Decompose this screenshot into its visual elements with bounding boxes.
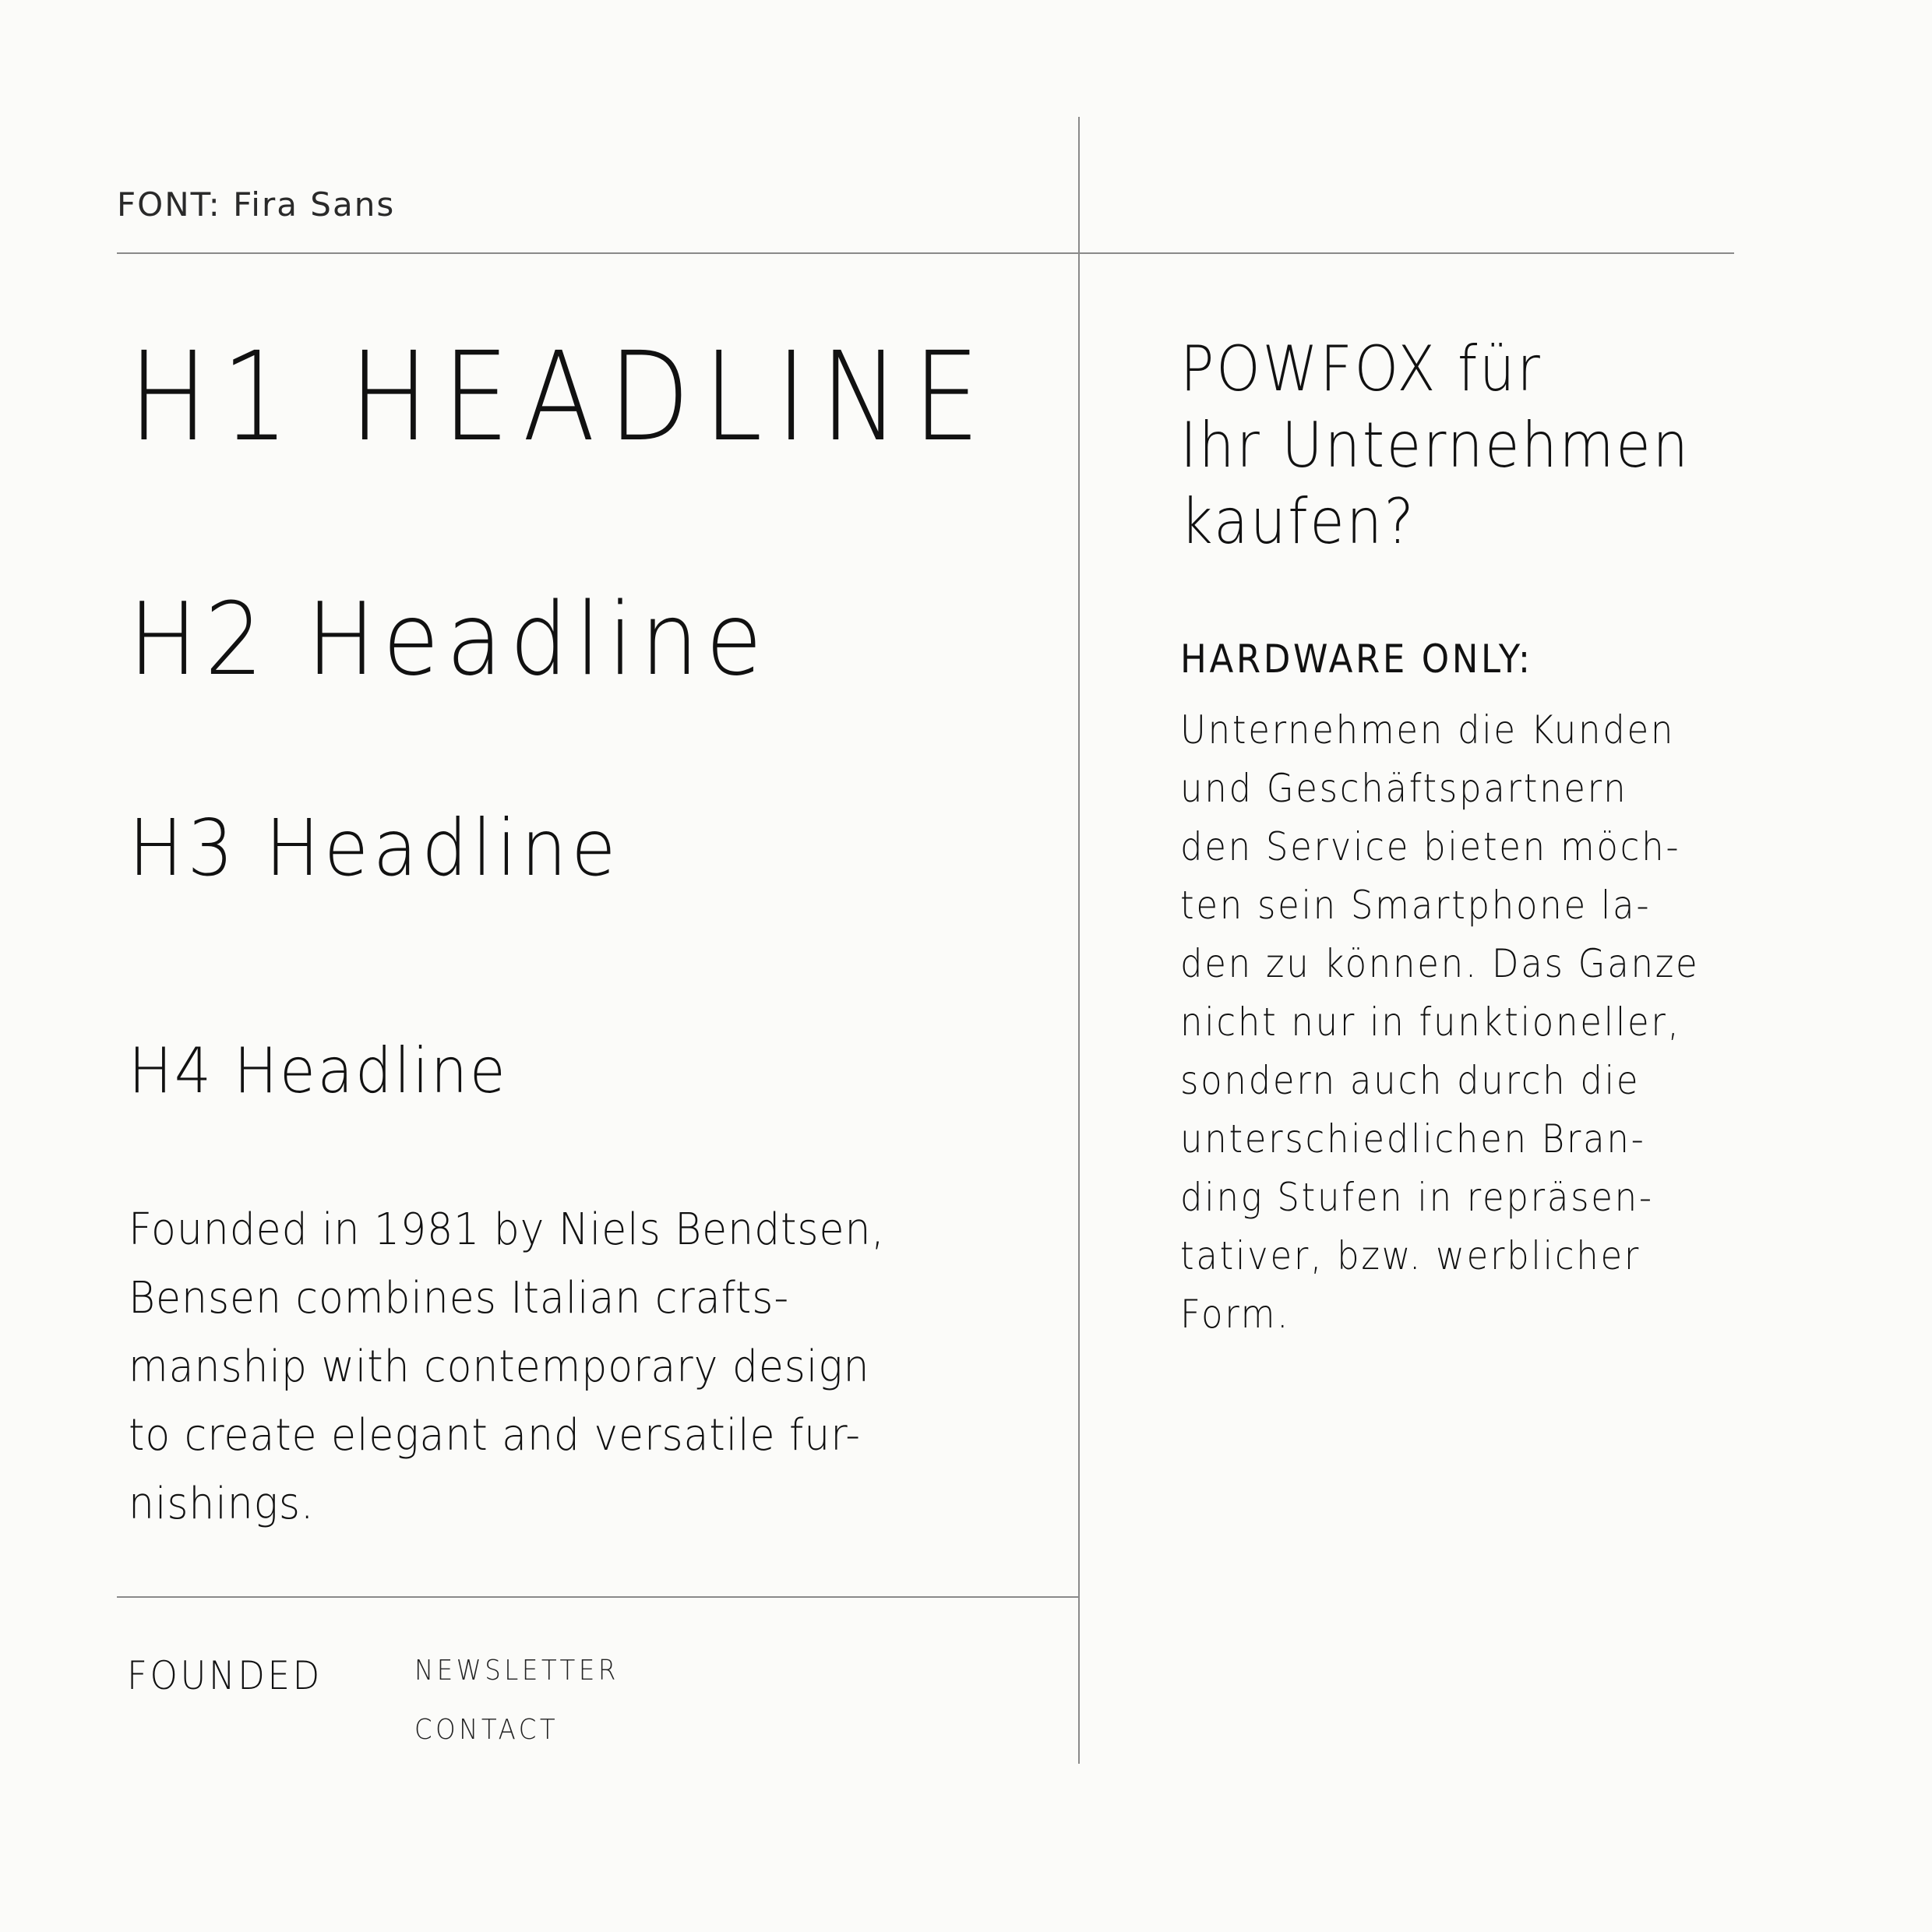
body-line: sondern auch durch die — [1180, 1058, 1641, 1103]
body-line: Bensen combines Italian crafts- — [129, 1273, 790, 1324]
font-label: FONT: Fira Sans — [117, 185, 396, 224]
body-line: tativer, bzw. werblicher — [1180, 1233, 1641, 1278]
h4-sample: H4 Headline — [129, 1035, 508, 1107]
body-line: ten sein Smartphone la- — [1180, 883, 1652, 928]
body-line: und Geschäftspartnern — [1180, 766, 1628, 811]
title-line: Ihr Unternehmen — [1180, 409, 1690, 481]
footer-divider — [117, 1596, 1080, 1598]
body-line: den Service bieten möch- — [1180, 824, 1681, 869]
body-line: Founded in 1981 by Niels Bendtsen, — [129, 1204, 885, 1255]
newsletter-link[interactable]: NEWSLETTER — [414, 1655, 619, 1687]
header-divider — [117, 252, 1734, 254]
body-line: Unternehmen die Kunden — [1180, 707, 1676, 753]
h2-sample: H2 Headline — [129, 582, 770, 698]
title-line: POWFOX für — [1180, 333, 1542, 405]
body-line: unterschiedlichen Bran- — [1180, 1116, 1646, 1162]
right-title — [1180, 331, 1690, 560]
body-line: to create elegant and versatile fur- — [129, 1410, 861, 1461]
body-line: nicht nur in funktioneller, — [1180, 999, 1681, 1045]
right-body-text — [1180, 701, 1699, 1344]
body-text-sample — [129, 1196, 983, 1539]
title-line: kaufen? — [1180, 485, 1416, 558]
h1-sample: H1 HEADLINE — [129, 326, 993, 469]
body-line: manship with contemporary design — [129, 1341, 870, 1392]
column-divider — [1078, 117, 1080, 1764]
footer-label: FOUNDED — [127, 1653, 323, 1698]
body-line: den zu können. Das Ganze — [1180, 941, 1700, 986]
body-line: ding Stufen in repräsen- — [1180, 1175, 1654, 1220]
body-line: Form. — [1180, 1292, 1291, 1337]
body-line: nishings. — [129, 1479, 315, 1529]
right-subheading: HARDWARE ONLY: — [1180, 636, 1533, 682]
contact-link[interactable]: CONTACT — [414, 1714, 559, 1746]
h3-sample: H3 Headline — [129, 802, 621, 894]
